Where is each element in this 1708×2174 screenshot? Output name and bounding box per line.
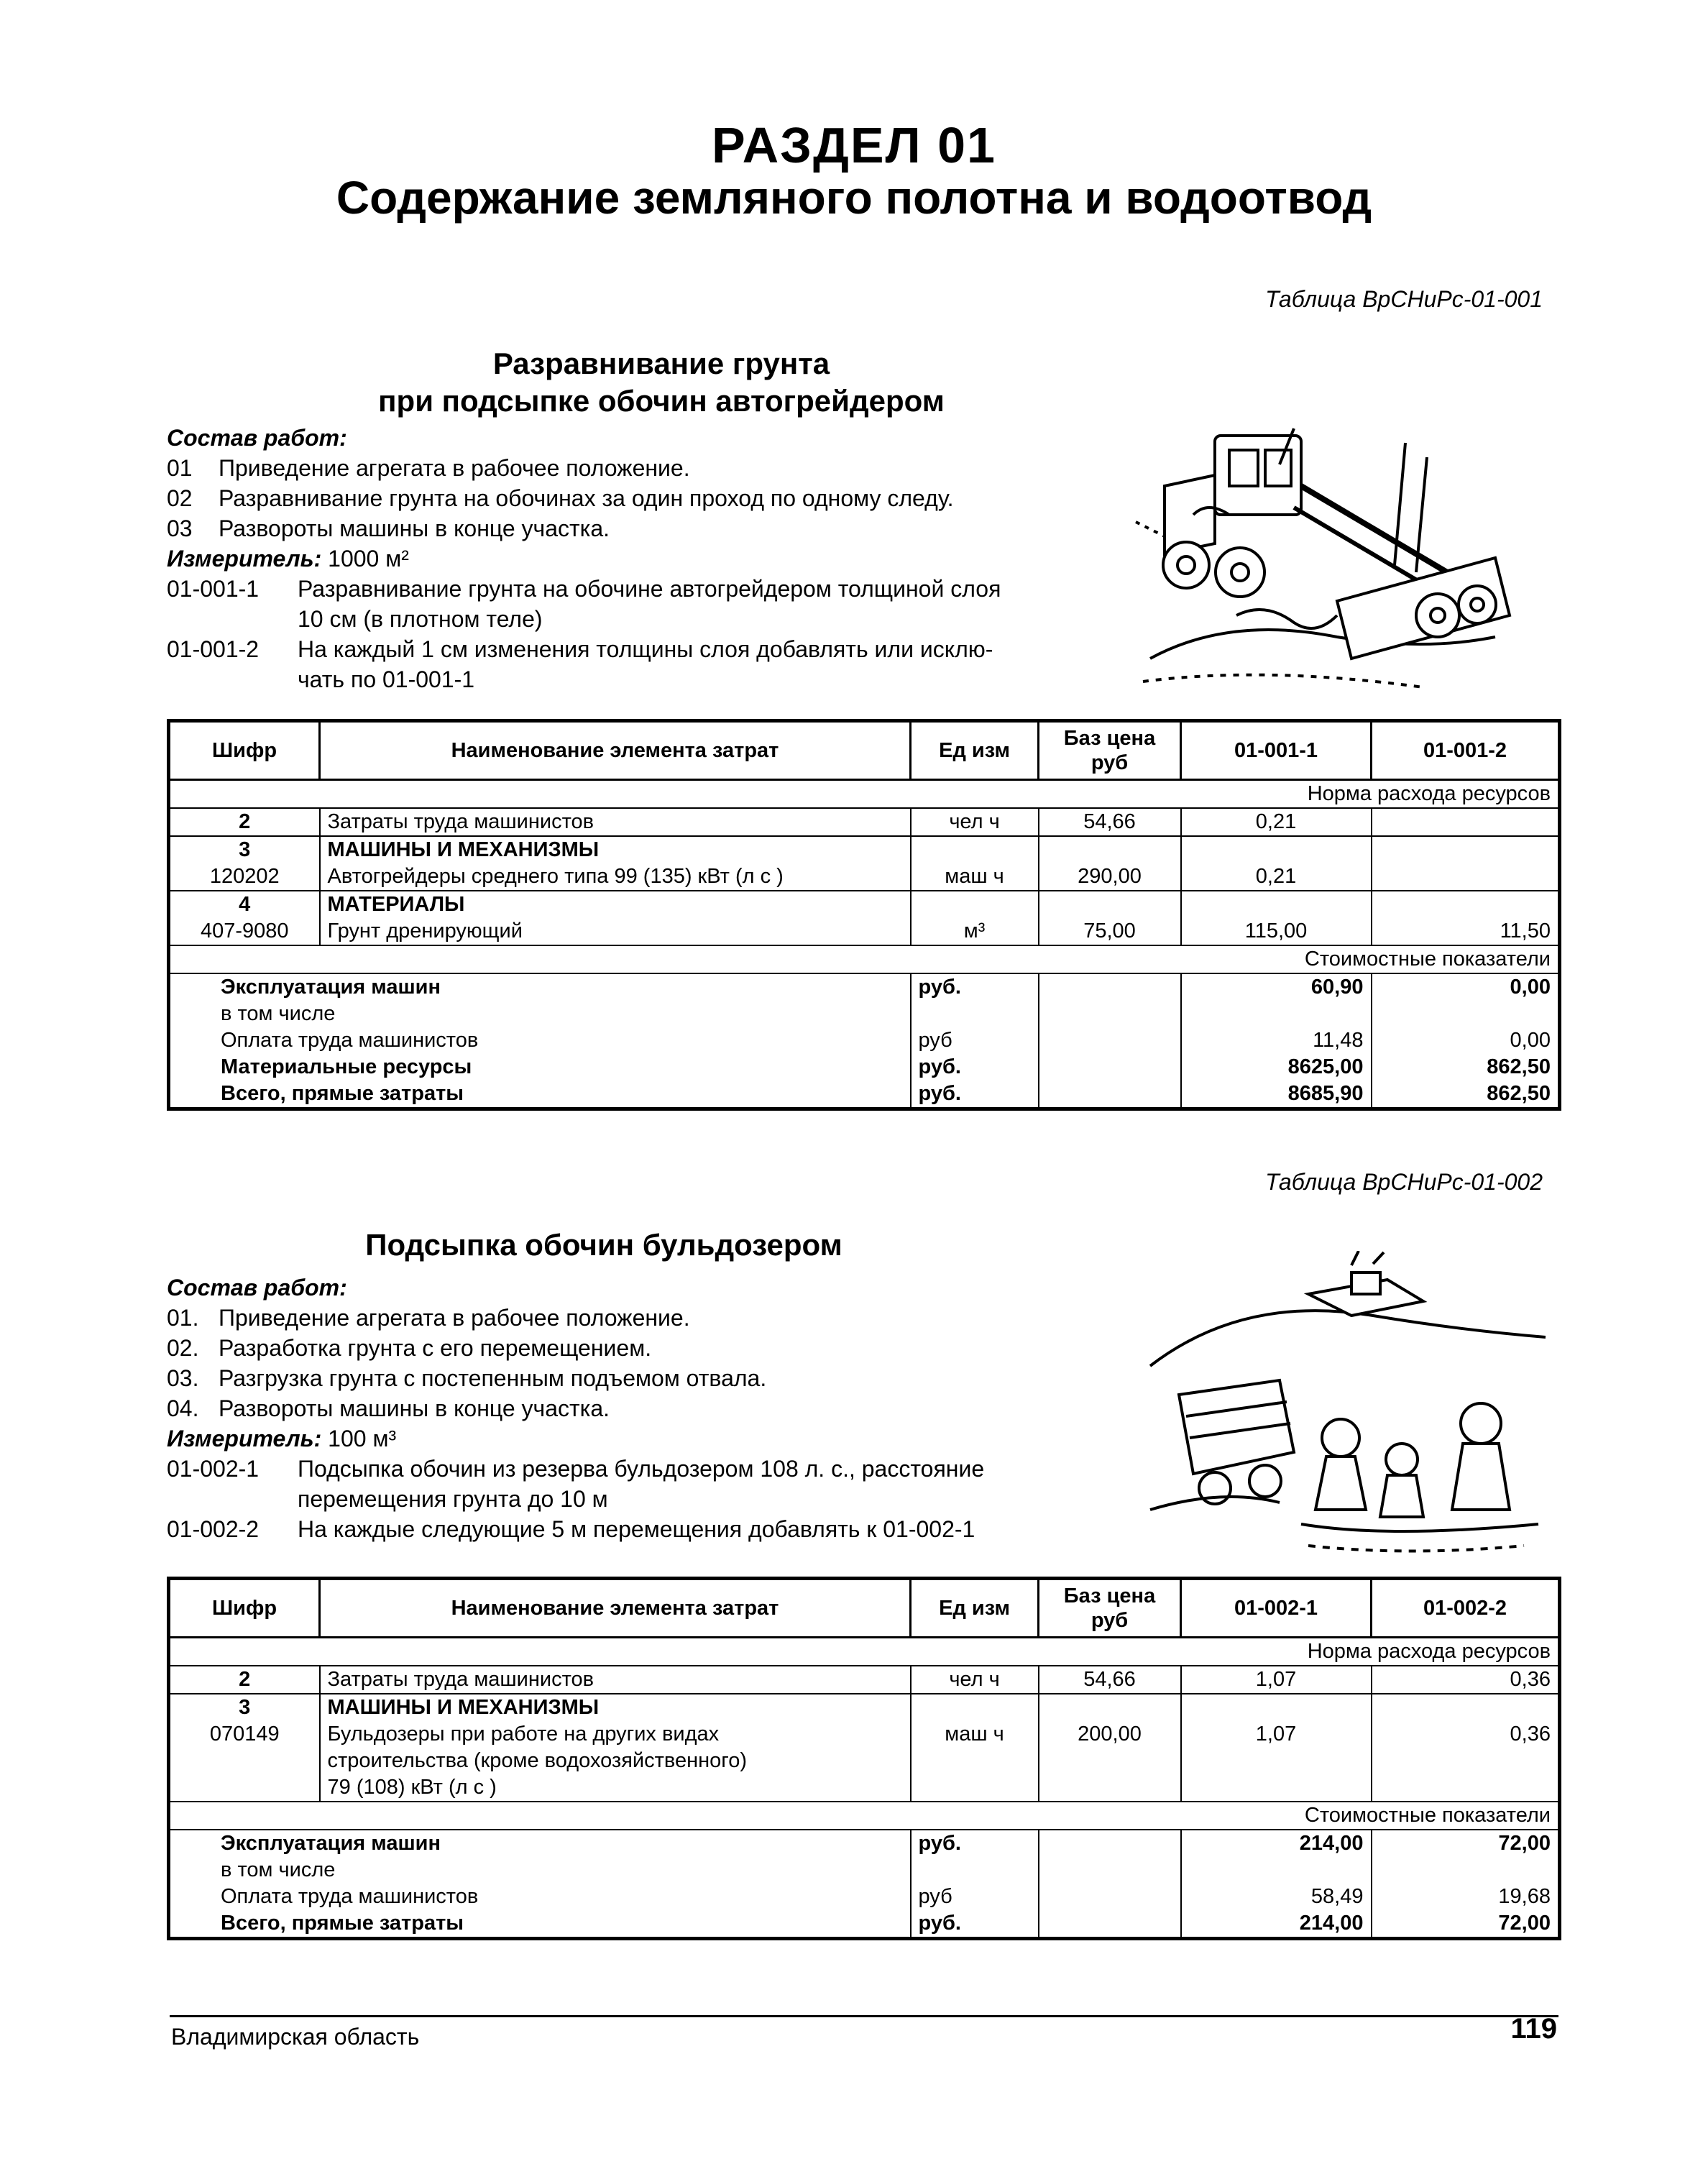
header-cell: Наименование элемента затрат	[320, 721, 911, 780]
table-row	[169, 1721, 1560, 1748]
cell-v2	[1372, 1774, 1560, 1802]
norm-item	[167, 1454, 984, 1484]
work-item	[167, 483, 1001, 513]
norm-text-cont: чать по 01-001-1	[298, 666, 475, 692]
band-row	[169, 945, 1560, 973]
header-cell: 01-001-1	[1181, 721, 1372, 780]
cell-v1: 0,21	[1181, 863, 1372, 891]
footer-divider	[170, 2015, 1558, 2017]
cost-price	[1039, 1027, 1181, 1054]
cell-unit	[911, 1694, 1039, 1721]
cost-price	[1039, 1830, 1181, 1857]
cost-unit: руб.	[911, 1054, 1039, 1081]
work-text: Развороты машины в конце участка.	[219, 515, 610, 541]
cost-name: Материальные ресурсы	[169, 1054, 911, 1081]
cost-unit	[911, 1001, 1039, 1027]
block2-description	[167, 1272, 984, 1544]
cost-v1: 60,90	[1181, 973, 1372, 1001]
header-cell: 01-001-2	[1372, 721, 1560, 780]
cell-code: 2	[169, 1666, 320, 1694]
cell-code	[169, 1748, 320, 1774]
table-row	[169, 863, 1560, 891]
footer-region: Владимирская область	[171, 2024, 420, 2050]
work-code: 02	[167, 485, 193, 511]
cell-price	[1039, 1774, 1181, 1802]
table-row	[169, 891, 1560, 918]
work-item	[167, 1363, 984, 1393]
cell-name: МАШИНЫ И МЕХАНИЗМЫ	[320, 1694, 911, 1721]
motor-grader-illustration	[1121, 400, 1567, 702]
cell-v2	[1372, 1694, 1560, 1721]
header-cell: 01-002-1	[1181, 1579, 1372, 1638]
cost-row	[169, 1081, 1560, 1109]
cell-v2	[1372, 1748, 1560, 1774]
cost-row	[169, 1054, 1560, 1081]
cell-v1: 1,07	[1181, 1666, 1372, 1694]
cost-name: Оплата труда машинистов	[169, 1027, 911, 1054]
meter	[167, 544, 1001, 574]
cell-v2: 0,36	[1372, 1666, 1560, 1694]
cell-name: строительства (кроме водохозяйственного)	[320, 1748, 911, 1774]
work-text: Приведение агрегата в рабочее положение.	[219, 455, 690, 481]
cost-row	[169, 1884, 1560, 1910]
cell-unit: маш ч	[911, 1721, 1039, 1748]
cell-unit	[911, 891, 1039, 918]
band-cost: Стоимостные показатели	[169, 1802, 1560, 1830]
table-row	[169, 1694, 1560, 1721]
cell-v1	[1181, 1694, 1372, 1721]
cell-v2: 11,50	[1372, 918, 1560, 945]
cell-v2	[1372, 836, 1560, 863]
cost-row	[169, 1857, 1560, 1884]
bulldozer-workers-illustration	[1136, 1251, 1560, 1567]
cell-name: Автогрейдеры среднего типа 99 (135) кВт (л с )	[320, 863, 911, 891]
work-code: 01.	[167, 1305, 199, 1331]
cost-v1: 11,48	[1181, 1027, 1372, 1054]
work-text: Приведение агрегата в рабочее положение.	[219, 1305, 690, 1331]
block1-title	[302, 345, 1021, 420]
table-row	[169, 1666, 1560, 1694]
cell-v1	[1181, 1774, 1372, 1802]
cost-row	[169, 1027, 1560, 1054]
cost-v1: 8625,00	[1181, 1054, 1372, 1081]
cost-name: в том числе	[169, 1857, 911, 1884]
table-reference-1: Таблица ВрСНиРс-01-001	[1265, 286, 1543, 312]
cell-v2: 0,36	[1372, 1721, 1560, 1748]
work-item	[167, 1333, 984, 1363]
cell-unit: маш ч	[911, 863, 1039, 891]
table-row	[169, 1774, 1560, 1802]
table-row	[169, 836, 1560, 863]
work-item	[167, 453, 1001, 483]
cost-v2: 862,50	[1372, 1081, 1560, 1109]
norm-text: Разравнивание грунта на обочине автогрейдером толщиной слоя	[298, 576, 1001, 602]
cell-code: 2	[169, 808, 320, 836]
cost-price	[1039, 1910, 1181, 1939]
norm-code: 01-001-1	[167, 576, 260, 602]
header-cell: Ед изм	[911, 1579, 1039, 1638]
cost-v2	[1372, 1857, 1560, 1884]
cell-unit: м³	[911, 918, 1039, 945]
norm-text: На каждый 1 см изменения толщины слоя добавлять или исклю-	[298, 636, 993, 662]
meter-label: Измеритель:	[167, 546, 322, 572]
cell-price	[1039, 836, 1181, 863]
cost-v2: 72,00	[1372, 1910, 1560, 1939]
cell-name: МАТЕРИАЛЫ	[320, 891, 911, 918]
meter-value: 100 м³	[328, 1426, 397, 1451]
cost-price	[1039, 1081, 1181, 1109]
cost-name: в том числе	[169, 1001, 911, 1027]
cell-v2	[1372, 863, 1560, 891]
cost-row	[169, 1910, 1560, 1939]
cell-price	[1039, 1748, 1181, 1774]
header-cell: Шифр	[169, 721, 320, 780]
cell-name: 79 (108) кВт (л с )	[320, 1774, 911, 1802]
cost-name: Оплата труда машинистов	[169, 1884, 911, 1910]
cost-price	[1039, 1001, 1181, 1027]
cell-v1: 0,21	[1181, 808, 1372, 836]
norm-text-cont: перемещения грунта до 10 м	[298, 1486, 608, 1512]
norm-code: 01-002-2	[167, 1516, 260, 1542]
cell-v1	[1181, 836, 1372, 863]
table-row	[169, 808, 1560, 836]
work-code: 03.	[167, 1365, 199, 1391]
cell-price: 54,66	[1039, 1666, 1181, 1694]
cost-name: Эксплуатация машин	[169, 1830, 911, 1857]
cost-v1: 8685,90	[1181, 1081, 1372, 1109]
cost-v1	[1181, 1857, 1372, 1884]
cell-code: 3	[169, 836, 320, 863]
cost-price	[1039, 1857, 1181, 1884]
cell-code: 4	[169, 891, 320, 918]
cost-v1	[1181, 1001, 1372, 1027]
cost-v1: 214,00	[1181, 1830, 1372, 1857]
cell-price: 200,00	[1039, 1721, 1181, 1748]
band-row	[169, 1802, 1560, 1830]
cell-code: 120202	[169, 863, 320, 891]
cost-unit: руб	[911, 1884, 1039, 1910]
table-row	[169, 918, 1560, 945]
cost-unit: руб.	[911, 1081, 1039, 1109]
norm-code: 01-002-1	[167, 1456, 260, 1482]
norm-item	[167, 1514, 984, 1544]
work-text: Развороты машины в конце участка.	[219, 1395, 610, 1421]
cost-price	[1039, 1054, 1181, 1081]
work-item	[167, 513, 1001, 544]
cost-name: Эксплуатация машин	[169, 973, 911, 1001]
cost-v2: 0,00	[1372, 1027, 1560, 1054]
block1-title-line1: Разравнивание грунта	[492, 347, 830, 380]
cell-unit	[911, 836, 1039, 863]
header-cell: Ед изм	[911, 721, 1039, 780]
work-item	[167, 1303, 984, 1333]
cost-unit	[911, 1857, 1039, 1884]
band-norm: Норма расхода ресурсов	[169, 780, 1560, 809]
cost-row	[169, 1830, 1560, 1857]
cost-unit: руб.	[911, 1910, 1039, 1939]
section-title: Содержание земляного полотна и водоотвод	[336, 172, 1372, 224]
norm-item	[167, 634, 1001, 664]
work-text: Разгрузка грунта с постепенным подъемом отвала.	[219, 1365, 767, 1391]
work-item	[167, 1393, 984, 1423]
header-cell: Баз цена руб	[1039, 721, 1181, 780]
norm-text: На каждые следующие 5 м перемещения добавлять к 01-002-1	[298, 1516, 975, 1542]
cell-name: Затраты труда машинистов	[320, 808, 911, 836]
block2-title: Подсыпка обочин бульдозером	[365, 1228, 842, 1262]
block1-description	[167, 423, 1001, 694]
cost-table-1	[167, 719, 1561, 1111]
section-number: РАЗДЕЛ 01	[712, 117, 996, 173]
table-header-row	[169, 721, 1560, 780]
cost-unit: руб.	[911, 973, 1039, 1001]
works-label: Состав работ:	[167, 425, 347, 451]
page-number: 119	[1510, 2013, 1557, 2045]
cost-name: Всего, прямые затраты	[169, 1081, 911, 1109]
norm-text-cont: 10 см (в плотном теле)	[298, 606, 543, 632]
cell-v1: 115,00	[1181, 918, 1372, 945]
cost-unit: руб	[911, 1027, 1039, 1054]
cell-unit	[911, 1774, 1039, 1802]
cell-name: МАШИНЫ И МЕХАНИЗМЫ	[320, 836, 911, 863]
cost-v2: 19,68	[1372, 1884, 1560, 1910]
table-reference-2: Таблица ВрСНиРс-01-002	[1265, 1169, 1543, 1195]
cost-v2: 72,00	[1372, 1830, 1560, 1857]
header-cell: Шифр	[169, 1579, 320, 1638]
meter-value: 1000 м²	[328, 546, 409, 572]
cell-unit: чел ч	[911, 808, 1039, 836]
cost-name: Всего, прямые затраты	[169, 1910, 911, 1939]
cost-table-2	[167, 1577, 1561, 1940]
work-text: Разработка грунта с его перемещением.	[219, 1335, 652, 1361]
norm-item	[167, 574, 1001, 604]
meter-label: Измеритель:	[167, 1426, 322, 1451]
cell-code: 070149	[169, 1721, 320, 1748]
cell-code	[169, 1774, 320, 1802]
band-norm: Норма расхода ресурсов	[169, 1638, 1560, 1666]
works-label: Состав работ:	[167, 1275, 347, 1301]
cell-price	[1039, 891, 1181, 918]
band-row	[169, 1638, 1560, 1666]
cell-price: 290,00	[1039, 863, 1181, 891]
cost-price	[1039, 1884, 1181, 1910]
cell-name: Грунт дренирующий	[320, 918, 911, 945]
cell-v1	[1181, 1748, 1372, 1774]
band-row	[169, 780, 1560, 809]
cost-v2: 862,50	[1372, 1054, 1560, 1081]
cell-v1: 1,07	[1181, 1721, 1372, 1748]
block1-title-line2: при подсыпке обочин автогрейдером	[378, 384, 945, 418]
work-code: 04.	[167, 1395, 199, 1421]
table-row	[169, 1748, 1560, 1774]
cell-v1	[1181, 891, 1372, 918]
norm-text: Подсыпка обочин из резерва бульдозером 108 л. с., расстояние	[298, 1456, 985, 1482]
cell-code: 407-9080	[169, 918, 320, 945]
work-code: 03	[167, 515, 193, 541]
cell-price: 75,00	[1039, 918, 1181, 945]
cell-name: Затраты труда машинистов	[320, 1666, 911, 1694]
cost-v1: 58,49	[1181, 1884, 1372, 1910]
meter	[167, 1423, 984, 1454]
cost-v1: 214,00	[1181, 1910, 1372, 1939]
cell-unit: чел ч	[911, 1666, 1039, 1694]
cell-unit	[911, 1748, 1039, 1774]
cell-v2	[1372, 808, 1560, 836]
cost-row	[169, 973, 1560, 1001]
header-cell: Баз цена руб	[1039, 1579, 1181, 1638]
norm-code: 01-001-2	[167, 636, 260, 662]
cell-name: Бульдозеры при работе на других видах	[320, 1721, 911, 1748]
work-code: 01	[167, 455, 193, 481]
cost-v2	[1372, 1001, 1560, 1027]
cell-price: 54,66	[1039, 808, 1181, 836]
cell-price	[1039, 1694, 1181, 1721]
cell-code: 3	[169, 1694, 320, 1721]
cell-v2	[1372, 891, 1560, 918]
work-text: Разравнивание грунта на обочинах за один проход по одному следу.	[219, 485, 954, 511]
work-code: 02.	[167, 1335, 199, 1361]
header-cell: 01-002-2	[1372, 1579, 1560, 1638]
cost-v2: 0,00	[1372, 973, 1560, 1001]
cost-price	[1039, 973, 1181, 1001]
cost-unit: руб.	[911, 1830, 1039, 1857]
table-header-row	[169, 1579, 1560, 1638]
cost-row	[169, 1001, 1560, 1027]
header-cell: Наименование элемента затрат	[320, 1579, 911, 1638]
band-cost: Стоимостные показатели	[169, 945, 1560, 973]
